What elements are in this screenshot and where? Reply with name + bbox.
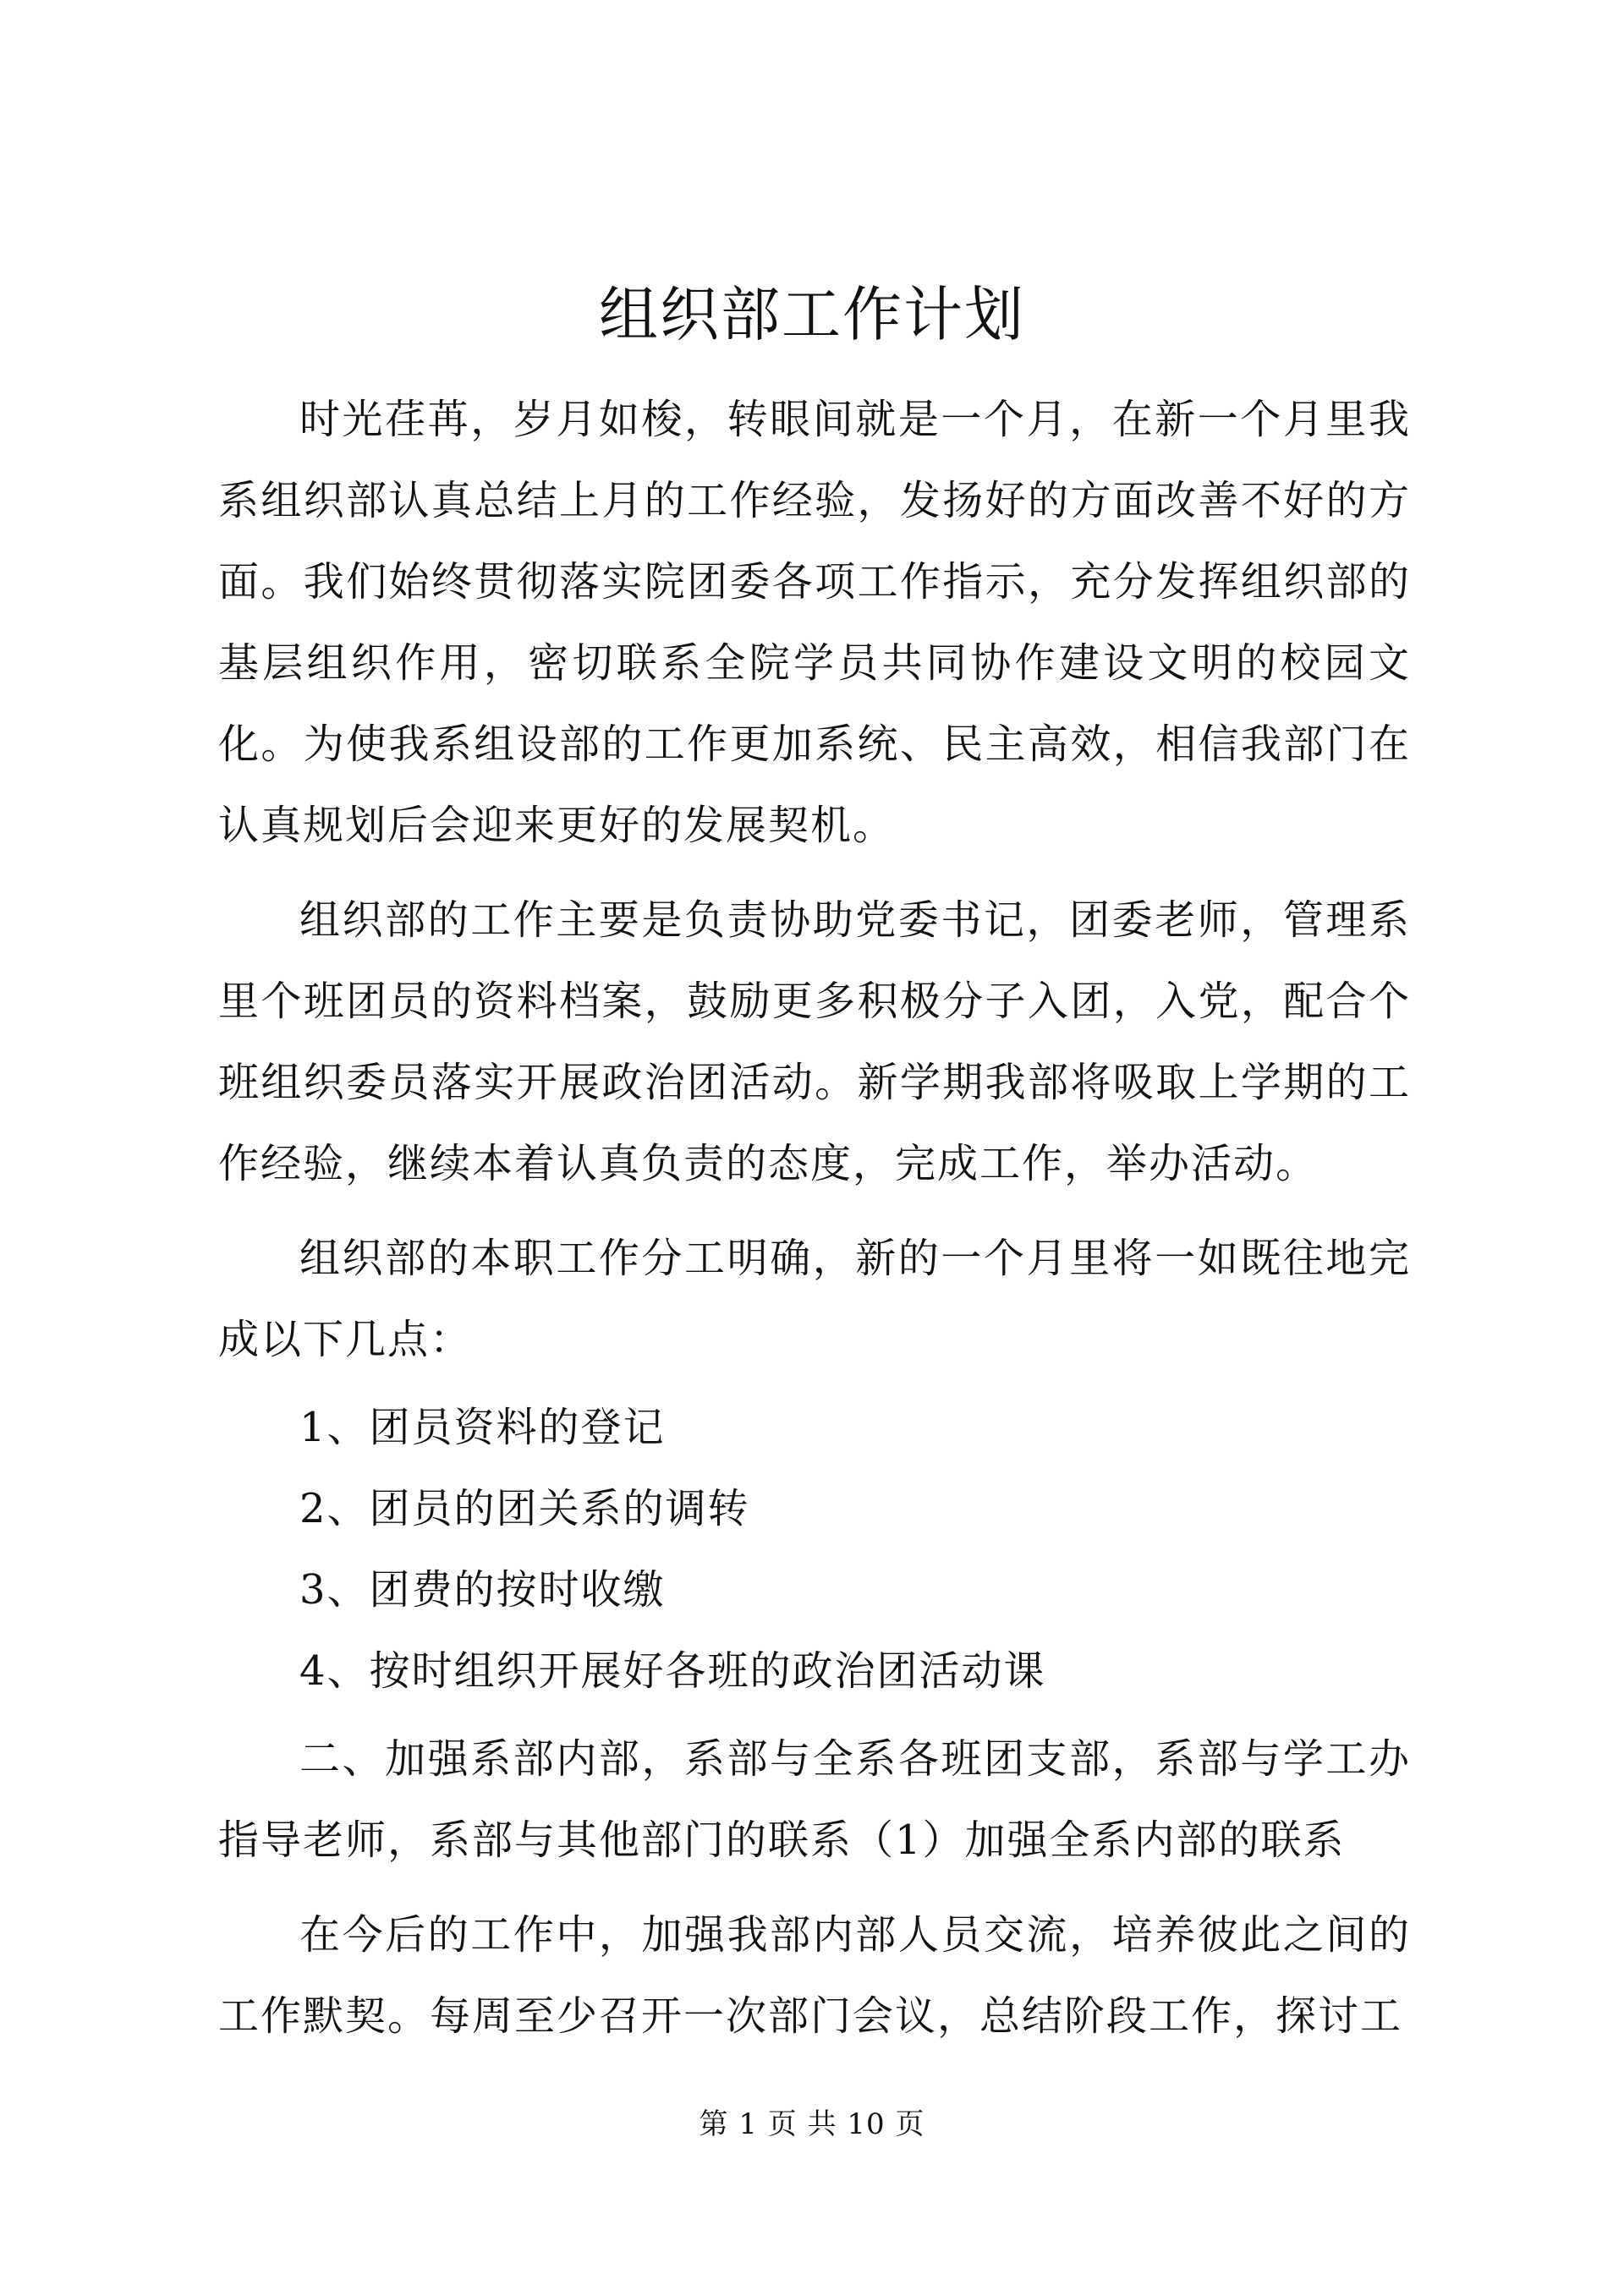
page-number: 第 1 页 — [699, 2107, 798, 2141]
list-item-4: 4、按时组织开展好各班的政治团活动课 — [299, 1647, 1046, 1695]
paragraph-1: 时光荏苒，岁月如梭，转眼间就是一个月，在新一个月里我系组织部认真总结上月的工作经验，发扬好的方面改善不好的方面。我们始终贯彻落实院团委各项工作指示，充分发挥组织部的基层组织作用，密切联系全院学员共同协作建设文明的校园文化。为使我系组设部的工作更加系统、民主高效，相信我部门在认真规划后会迎来更好的发展契机。 — [218, 396, 1411, 849]
list-item-2: 2、团员的团关系的调转 — [299, 1485, 750, 1532]
paragraph-2: 组织部的工作主要是负责协助党委书记，团委老师，管理系里个班团员的资料档案，鼓励更多积极分子入团，入党，配合个班组织委员落实开展政治团活动。新学期我部将吸取上学期的工作经验，继续本着认真负责的态度，完成工作，举办活动。 — [218, 896, 1411, 1187]
document-body — [218, 379, 1411, 2070]
document-title: 组织部工作计划 — [599, 280, 1025, 349]
list-item-3: 3、团费的按时收缴 — [299, 1566, 666, 1614]
paragraph-3: 组织部的本职工作分工明确，新的一个月里将一如既往地完成以下几点： — [218, 1235, 1411, 1363]
paragraph-5: 在今后的工作中，加强我部内部人员交流，培养彼此之间的工作默契。每周至少召开一次部门会议，总结阶段工作，探讨工 — [218, 1911, 1411, 2040]
page-footer — [0, 2107, 1624, 2142]
paragraph-4: 二、加强系部内部，系部与全系各班团支部，系部与学工办指导老师，系部与其他部门的联系（1）加强全系内部的联系 — [218, 1735, 1411, 1864]
list-item-1: 1、团员资料的登记 — [299, 1404, 666, 1451]
page-total: 共 10 页 — [807, 2107, 925, 2141]
